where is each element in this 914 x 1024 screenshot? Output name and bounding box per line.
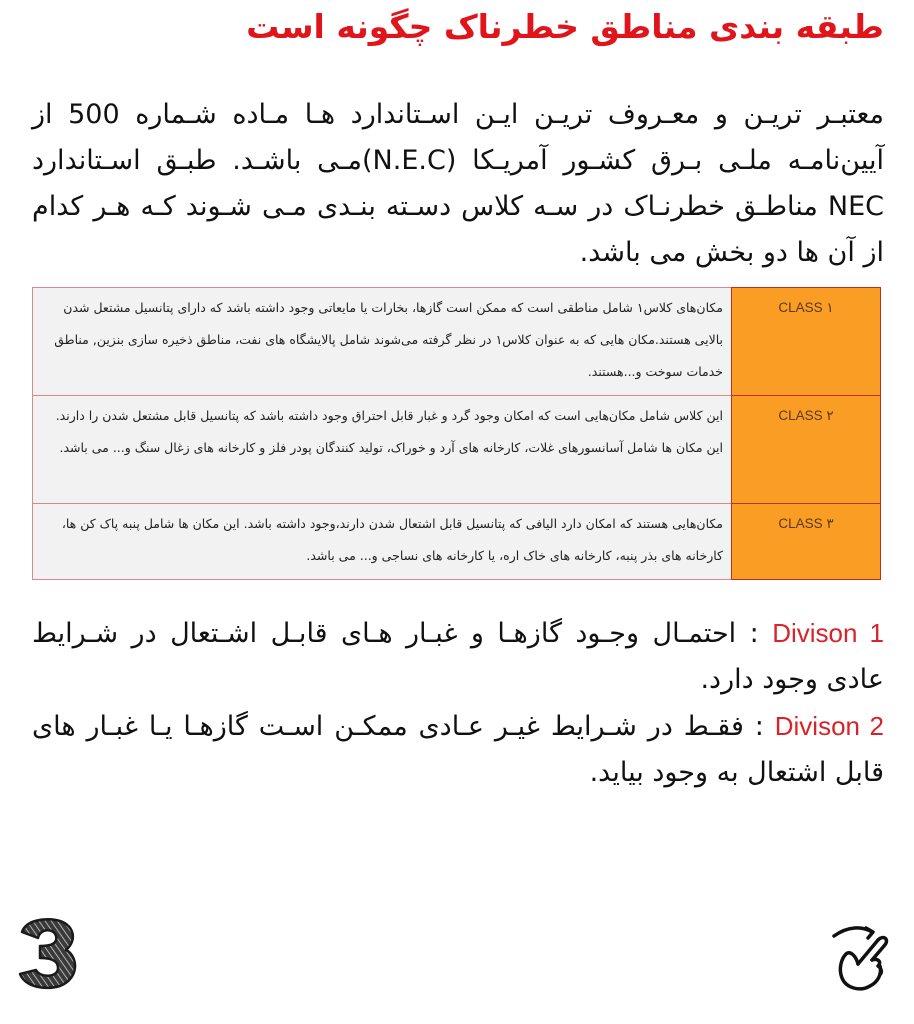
class-table — [32, 287, 881, 580]
page-number-3-icon — [18, 918, 80, 990]
intro-paragraph: معتبـر تریـن و معـروف تریـن ایـن اسـتاندارد هـا مـاده شـماره 500 از آیین‌نامـه ملـی بـرق کشـور آمریـکا (N.E.C)مـی باشـد. طبـق اسـتاندارد NEC مناطـق خطرنـاک در سـه کلاس دسـته بنـدی مـی شـوند کـه هـر کدام از آن ها دو بخش می باشد. — [32, 99, 884, 268]
class-description-cell: مکان‌های کلاس۱ شامل مناطقی است که ممکن است گازها، بخارات یا مایعاتی وجود داشته باشد که دارای پتانسیل مشتعل شدن بالایی هستند.مکان هایی که به عنوان کلاس۱ در نظر گرفته می‌شوند شامل پالایشگاه های نفت، مناطق ذخیره سازی بنزین, مناطق خدمات سوخت و...هستند. — [33, 288, 732, 396]
page-title: طبقه بندی مناطق خطرناک چگونه است — [246, 7, 884, 46]
class-name-cell: CLASS ۳ — [732, 504, 881, 580]
table-row — [33, 504, 881, 580]
class-description-cell: مکان‌هایی هستند که امکان دارد الیافی که پتانسیل قابل اشتعال شدن دارند،وجود داشته باشد. این مکان ها شامل پنبه پاک کن ها، کارخانه های بذر پنبه، کارخانه های خاک اره، یا کارخانه های نساجی و... می باشد. — [33, 504, 732, 580]
class-description-cell: این کلاس شامل مکان‌هایی است که امکان وجود گرد و غبار قابل احتراق وجود داشته باشد که پتانسیل قابل مشتعل شدن را دارند. این مکان ها شامل آسانسورهای غلات، کارخانه های آرد و خوراک، تولید کنندگان پودر فلز و کارخانه های زغال سنگ و... می باشد. — [33, 396, 732, 504]
division-item — [32, 703, 884, 796]
table-row — [33, 288, 881, 396]
page-number — [18, 918, 80, 990]
division-text: فقـط در شـرایط غیـر عـادی ممکـن اسـت گازهـا یـا غبـار های قابل اشتعال به وجود بیاید. — [32, 711, 884, 788]
swipe-hand-icon — [826, 916, 896, 996]
divisions-section — [32, 610, 884, 796]
class-name-cell: CLASS ۲ — [732, 396, 881, 504]
division-separator: : — [736, 618, 773, 649]
division-item — [32, 610, 884, 703]
division-label: Divison 2 — [774, 711, 884, 741]
division-separator: : — [743, 711, 775, 742]
table-row — [33, 396, 881, 504]
class-name-cell: CLASS ۱ — [732, 288, 881, 396]
division-text: احتمـال وجـود گازهـا و غبـار هـای قابـل اشـتعال در شـرایط عادی وجود دارد. — [32, 618, 884, 695]
division-label: Divison 1 — [772, 618, 885, 648]
